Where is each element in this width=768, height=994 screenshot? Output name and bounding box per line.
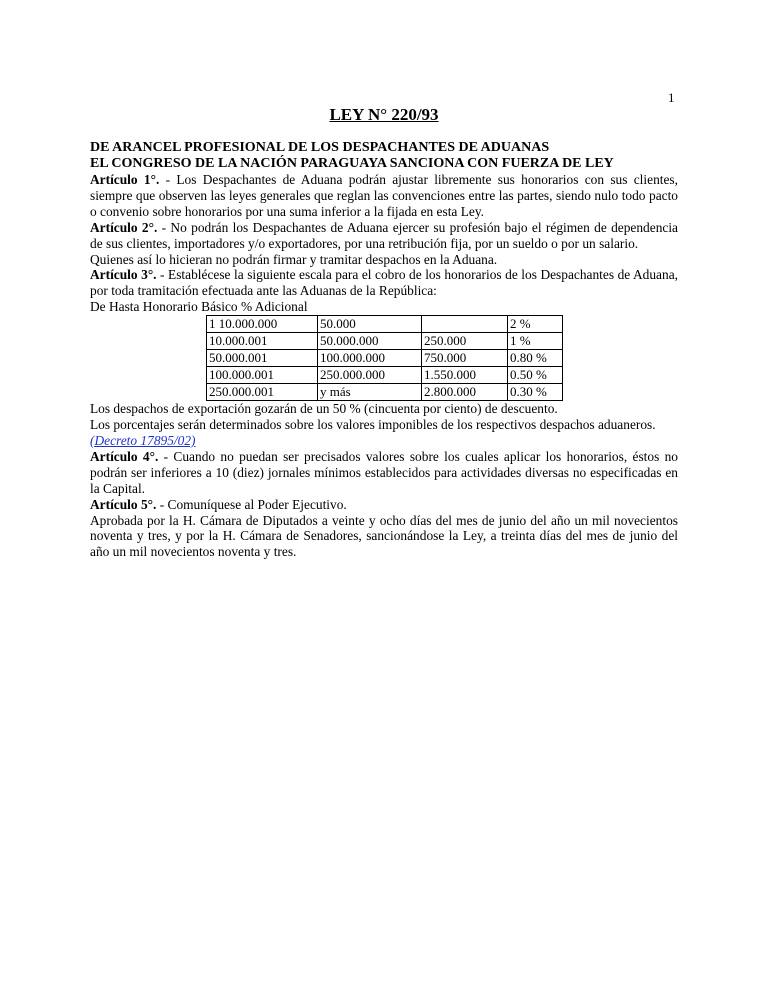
- article-5-label: Artículo 5°.: [90, 496, 157, 512]
- article-3-label: Artículo 3°.: [90, 267, 157, 283]
- table-cell: 0.50 %: [508, 367, 563, 384]
- table-cell: y más: [318, 384, 422, 401]
- heading-arancel: DE ARANCEL PROFESIONAL DE LOS DESPACHANTES DE ADUANAS: [90, 140, 550, 155]
- article-4: [90, 449, 678, 497]
- table-cell: 0.30 %: [508, 384, 563, 401]
- article-2-text: - No podrán los Despachantes de Aduana ejercer su profesión bajo el régimen de dependencia de sus clientes, importadores y/o exportadores, por una retribución fija, por un sueldo o por un salario.: [90, 219, 678, 251]
- fee-table: [206, 315, 563, 401]
- article-1: [90, 172, 678, 220]
- page-number: 1: [668, 90, 675, 105]
- table-cell: 250.000.001: [207, 384, 318, 401]
- table-cell: 100.000.001: [207, 367, 318, 384]
- decree-link[interactable]: (Decreto 17895/02): [90, 432, 196, 448]
- article-5-text: - Comuníquese al Poder Ejecutivo.: [156, 496, 347, 512]
- table-row: [207, 333, 563, 350]
- article-2-followup: Quienes así lo hicieran no podrán firmar y tramitar despachos en la Aduana.: [90, 251, 498, 267]
- article-2-label: Artículo 2°.: [90, 219, 158, 235]
- table-cell: 1.550.000: [422, 367, 508, 384]
- article-2: [90, 220, 678, 252]
- table-cell: 1 %: [508, 333, 563, 350]
- decree-link-line: [90, 433, 678, 449]
- table-cell: 250.000.000: [318, 367, 422, 384]
- table-cell: 100.000.000: [318, 350, 422, 367]
- table-cell: 2.800.000: [422, 384, 508, 401]
- article-5: [90, 497, 678, 513]
- closing-paragraph: Aprobada por la H. Cámara de Diputados a veinte y ocho días del mes de junio del año un mil novecientos noventa y tres, y por la H. Cámara de Senadores, sancionándose la Ley, a treinta días del mes de junio del año un mil novecientos noventa y tres.: [90, 512, 678, 560]
- table-row: [207, 350, 563, 367]
- table-cell: 2 %: [508, 316, 563, 333]
- article-1-text: - Los Despachantes de Aduana podrán ajustar libremente sus honorarios con sus clientes, siempre que observen las leyes generales que reglan las convenciones entre las partes, siendo nulo todo pacto o convenio sobre honorarios por una suma inferior a la fijada en esta Ley.: [90, 172, 678, 219]
- table-cell: 50.000.000: [318, 333, 422, 350]
- export-discount-text: Los despachos de exportación gozarán de un 50 % (cincuenta por ciento) de descuento.: [90, 401, 558, 417]
- article-4-text: - Cuando no puedan ser precisados valores sobre los cuales aplicar los honorarios, éstos no podrán ser inferiores a 10 (diez) jornales mínimos establecidos para actividades diversas no especificadas en la Capital.: [90, 448, 678, 496]
- article-3-text: - Establécese la siguiente escala para el cobro de los honorarios de los Despachantes de Aduana, por toda tramitación efectuada ante las Aduanas de la República:: [90, 267, 678, 299]
- table-cell: 750.000: [422, 350, 508, 367]
- heading-congreso: EL CONGRESO DE LA NACIÓN PARAGUAYA SANCIONA CON FUERZA DE LEY: [90, 156, 614, 171]
- table-cell: 50.000: [318, 316, 422, 333]
- fee-table-header: De Hasta Honorario Básico % Adicional: [90, 299, 308, 315]
- table-cell: 10.000.001: [207, 333, 318, 350]
- table-cell: [422, 316, 508, 333]
- percentages-text: Los porcentajes serán determinados sobre los valores imponibles de los respectivos despachos aduaneros.: [90, 417, 656, 433]
- table-cell: 50.000.001: [207, 350, 318, 367]
- table-row: [207, 367, 563, 384]
- law-title: LEY N° 220/93: [329, 105, 439, 124]
- article-4-label: Artículo 4°.: [90, 448, 159, 464]
- document-body: [90, 140, 678, 560]
- table-cell: 250.000: [422, 333, 508, 350]
- table-cell: 0.80 %: [508, 350, 563, 367]
- table-row: [207, 384, 563, 401]
- article-3: [90, 267, 678, 299]
- article-1-label: Artículo 1°.: [90, 172, 160, 187]
- table-cell: 1 10.000.000: [207, 316, 318, 333]
- table-row: [207, 316, 563, 333]
